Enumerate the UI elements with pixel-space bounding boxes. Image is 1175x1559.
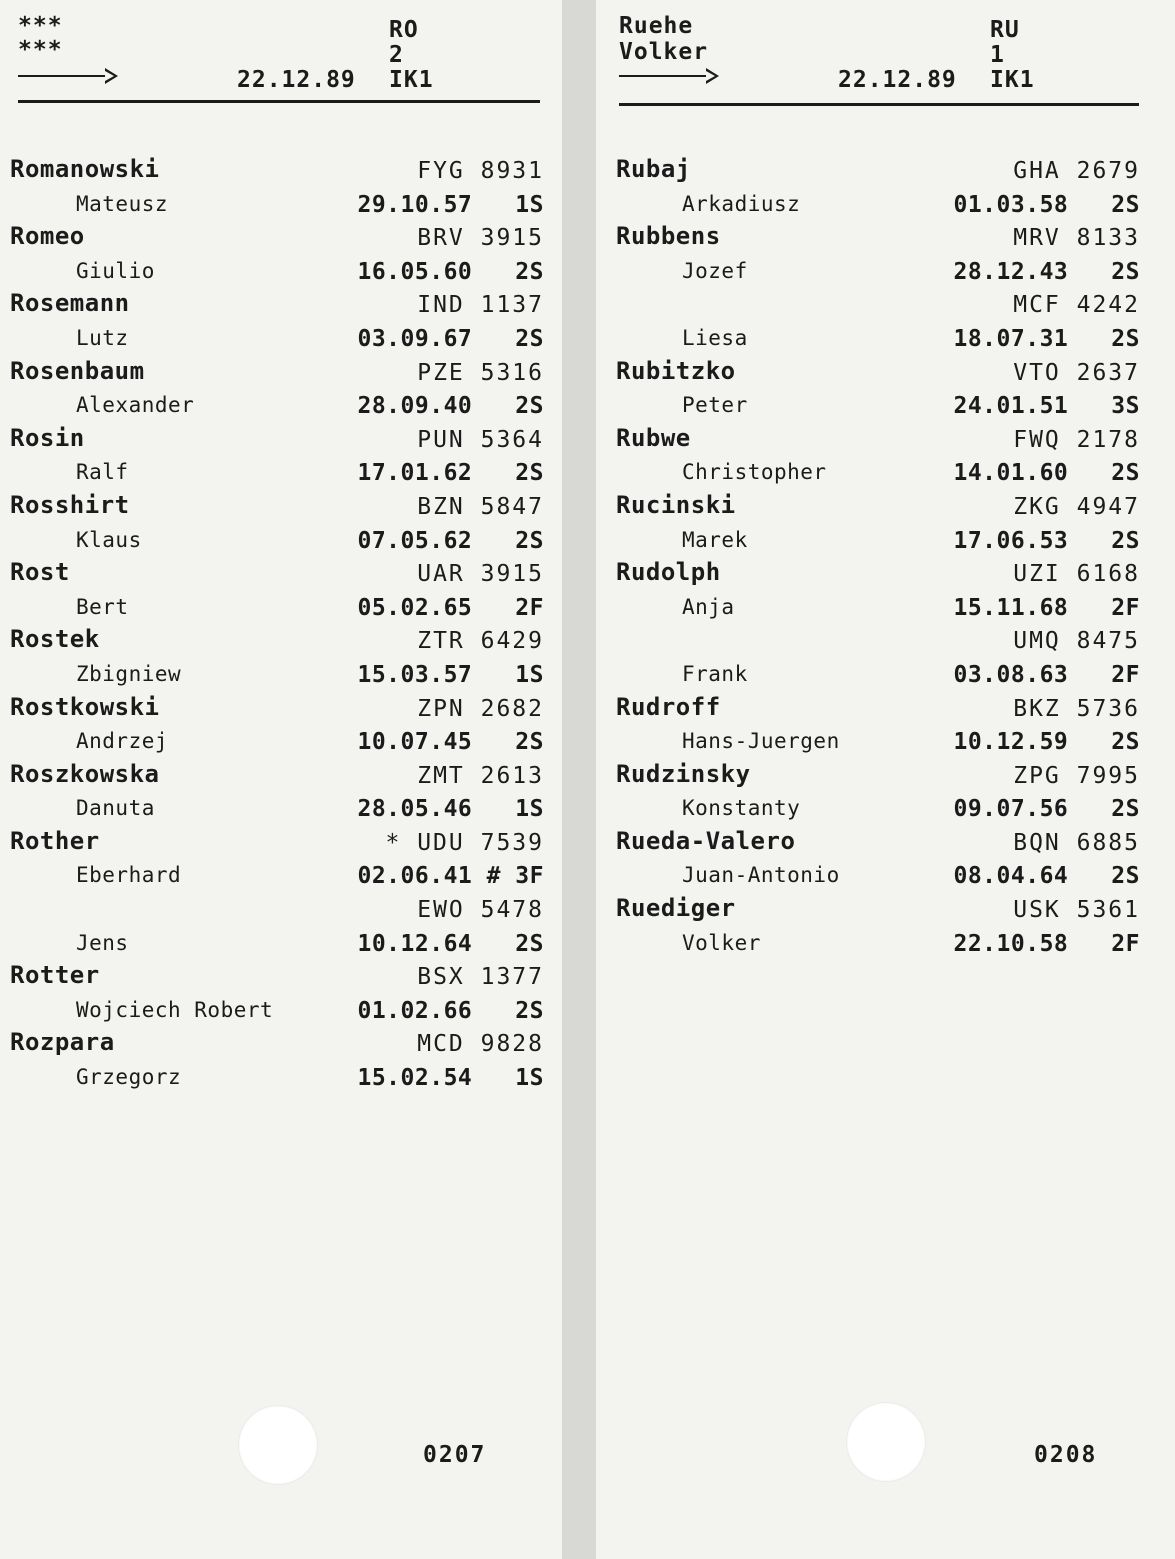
given-name: Anja: [682, 594, 735, 619]
surname: Rubbens: [616, 222, 721, 251]
record-code: ZKG 4947: [1013, 493, 1140, 520]
surname: Rotter: [10, 961, 100, 990]
surname: Rosshirt: [10, 490, 130, 519]
birth-date: 10.12.64 2S: [357, 930, 544, 957]
given-name: Christopher: [682, 460, 827, 485]
birth-date: 15.11.68 2F: [953, 594, 1140, 621]
given-name: Eberhard: [76, 863, 182, 888]
given-name: Jozef: [682, 258, 748, 283]
entry: [10, 152, 550, 219]
header-rule: [619, 103, 1139, 106]
record-code: FYG 8931: [417, 158, 544, 184]
birth-date: 02.06.41 # 3F: [357, 863, 544, 890]
header-prefix-code: RO: [389, 17, 419, 43]
birth-date: 09.07.56 2S: [953, 796, 1140, 823]
given-name: Danuta: [76, 796, 155, 821]
entry: [10, 421, 550, 488]
given-name: Giulio: [76, 258, 155, 283]
header-date: 22.12.89: [237, 67, 356, 93]
header-card-no: 2: [389, 42, 404, 68]
given-name: Lutz: [76, 325, 129, 350]
header-date: 22.12.89: [838, 67, 957, 93]
given-name: Alexander: [76, 393, 195, 418]
surname: Rozpara: [10, 1028, 115, 1057]
birth-date: 03.08.63 2F: [953, 661, 1140, 688]
record-code: BKZ 5736: [1013, 695, 1140, 722]
entry: [10, 690, 550, 757]
entry: [616, 219, 1146, 353]
given-name: Jens: [76, 930, 129, 955]
birth-date: 08.04.64 2S: [953, 863, 1140, 890]
punch-hole-icon: [846, 1402, 926, 1482]
surname: Rucinski: [616, 490, 736, 519]
header-line1: ***: [18, 13, 63, 39]
record-code: PUN 5364: [417, 426, 544, 453]
given-name: Hans-Juergen: [682, 729, 840, 754]
given-name: Konstanty: [682, 796, 801, 821]
given-name: Volker: [682, 930, 761, 955]
header-office: IK1: [389, 67, 434, 93]
header-line2: Volker: [619, 39, 709, 65]
surname: Rost: [10, 558, 70, 587]
surname: Romeo: [10, 222, 85, 251]
given-name: Peter: [682, 393, 748, 418]
entry: [10, 555, 550, 622]
entry: [10, 286, 550, 353]
record-code: USK 5361: [1013, 897, 1140, 924]
entry: [616, 152, 1146, 219]
birth-date: 01.03.58 2S: [953, 191, 1140, 218]
given-name: Arkadiusz: [682, 191, 801, 216]
entry: [10, 622, 550, 689]
record-code: UMQ 8475: [1013, 628, 1140, 655]
birth-date: 28.05.46 1S: [357, 796, 544, 823]
record-code: BRV 3915: [417, 225, 544, 252]
header-rule: [18, 100, 540, 103]
record-code: ZPG 7995: [1013, 762, 1140, 789]
given-name: Zbigniew: [76, 661, 182, 686]
birth-date: 22.10.58 2F: [953, 930, 1140, 957]
arrow-icon: [619, 68, 719, 84]
record-code: BSX 1377: [417, 964, 544, 991]
record-code: ZMT 2613: [417, 762, 544, 789]
entry-list-right: [616, 152, 1146, 958]
surname: Rubwe: [616, 423, 691, 452]
birth-date: 17.01.62 2S: [357, 460, 544, 487]
birth-date: 18.07.31 2S: [953, 325, 1140, 352]
birth-date: 28.12.43 2S: [953, 258, 1140, 285]
surname: Rudolph: [616, 558, 721, 587]
given-name: Ralf: [76, 460, 129, 485]
surname: Rosemann: [10, 289, 130, 318]
given-name: Wojciech Robert: [76, 997, 274, 1022]
header-prefix-code: RU: [990, 17, 1020, 43]
record-code: ZTR 6429: [417, 628, 544, 655]
entry: [10, 757, 550, 824]
entry: [616, 421, 1146, 488]
entry-list-left: [10, 152, 550, 1093]
birth-date: 03.09.67 2S: [357, 325, 544, 352]
record-code: MCD 9828: [417, 1031, 544, 1058]
entry: [10, 354, 550, 421]
given-name: Liesa: [682, 325, 748, 350]
surname: Ruediger: [616, 894, 736, 923]
record-code: IND 1137: [417, 292, 544, 319]
surname: Rubitzko: [616, 356, 736, 385]
surname: Rostkowski: [10, 692, 160, 721]
birth-date: 15.03.57 1S: [357, 661, 544, 688]
birth-date: 15.02.54 1S: [357, 1065, 544, 1092]
birth-date: 10.12.59 2S: [953, 729, 1140, 756]
birth-date: 29.10.57 1S: [357, 191, 544, 218]
given-name: Frank: [682, 661, 748, 686]
record-code: * UDU 7539: [385, 829, 544, 856]
birth-date: 05.02.65 2F: [357, 594, 544, 621]
surname: Rubaj: [616, 155, 691, 183]
page-number: 0207: [423, 1442, 487, 1468]
entry: [616, 555, 1146, 689]
entry: [616, 757, 1146, 824]
record-code: BQN 6885: [1013, 829, 1140, 856]
birth-date: 28.09.40 2S: [357, 393, 544, 420]
surname: Rosin: [10, 423, 85, 452]
entry: [616, 891, 1146, 958]
record-code: MRV 8133: [1013, 225, 1140, 252]
entry: [10, 958, 550, 1025]
header-office: IK1: [990, 67, 1035, 93]
given-name: Juan-Antonio: [682, 863, 840, 888]
entry: [10, 219, 550, 286]
birth-date: 07.05.62 2S: [357, 527, 544, 554]
entry: [10, 1025, 550, 1092]
page-number: 0208: [1034, 1442, 1098, 1468]
entry: [616, 354, 1146, 421]
record-code: UAR 3915: [417, 561, 544, 588]
entry: [616, 824, 1146, 891]
record-code: PZE 5316: [417, 359, 544, 386]
punch-hole-icon: [238, 1405, 318, 1485]
birth-date: 17.06.53 2S: [953, 527, 1140, 554]
given-name: Marek: [682, 527, 748, 552]
given-name: Bert: [76, 594, 129, 619]
header-card-no: 1: [990, 42, 1005, 68]
header-line1: Ruehe: [619, 13, 694, 39]
birth-date: 24.01.51 3S: [953, 393, 1140, 420]
surname: Rosenbaum: [10, 356, 145, 385]
header-line2: ***: [18, 37, 63, 63]
record-code: ZPN 2682: [417, 695, 544, 722]
record-code: MCF 4242: [1013, 292, 1140, 319]
given-name: Mateusz: [76, 191, 169, 216]
birth-date: 14.01.60 2S: [953, 460, 1140, 487]
surname: Rother: [10, 826, 100, 855]
given-name: Grzegorz: [76, 1065, 182, 1090]
surname: Rudzinsky: [616, 759, 751, 788]
arrow-icon: [18, 68, 118, 84]
record-code: FWQ 2178: [1013, 426, 1140, 453]
surname: Roszkowska: [10, 759, 160, 788]
given-name: Andrzej: [76, 729, 169, 754]
surname: Rostek: [10, 625, 100, 654]
record-code: BZN 5847: [417, 493, 544, 520]
record-code: UZI 6168: [1013, 561, 1140, 588]
entry: [10, 488, 550, 555]
entry: [10, 824, 550, 958]
record-code: EWO 5478: [417, 897, 544, 924]
record-code: VTO 2637: [1013, 359, 1140, 386]
surname: Rudroff: [616, 692, 721, 721]
entry: [616, 488, 1146, 555]
birth-date: 16.05.60 2S: [357, 258, 544, 285]
entry: [616, 690, 1146, 757]
record-code: GHA 2679: [1013, 158, 1140, 184]
surname: Rueda-Valero: [616, 826, 796, 855]
given-name: Klaus: [76, 527, 142, 552]
birth-date: 01.02.66 2S: [357, 997, 544, 1024]
birth-date: 10.07.45 2S: [357, 729, 544, 756]
surname: Romanowski: [10, 155, 160, 183]
